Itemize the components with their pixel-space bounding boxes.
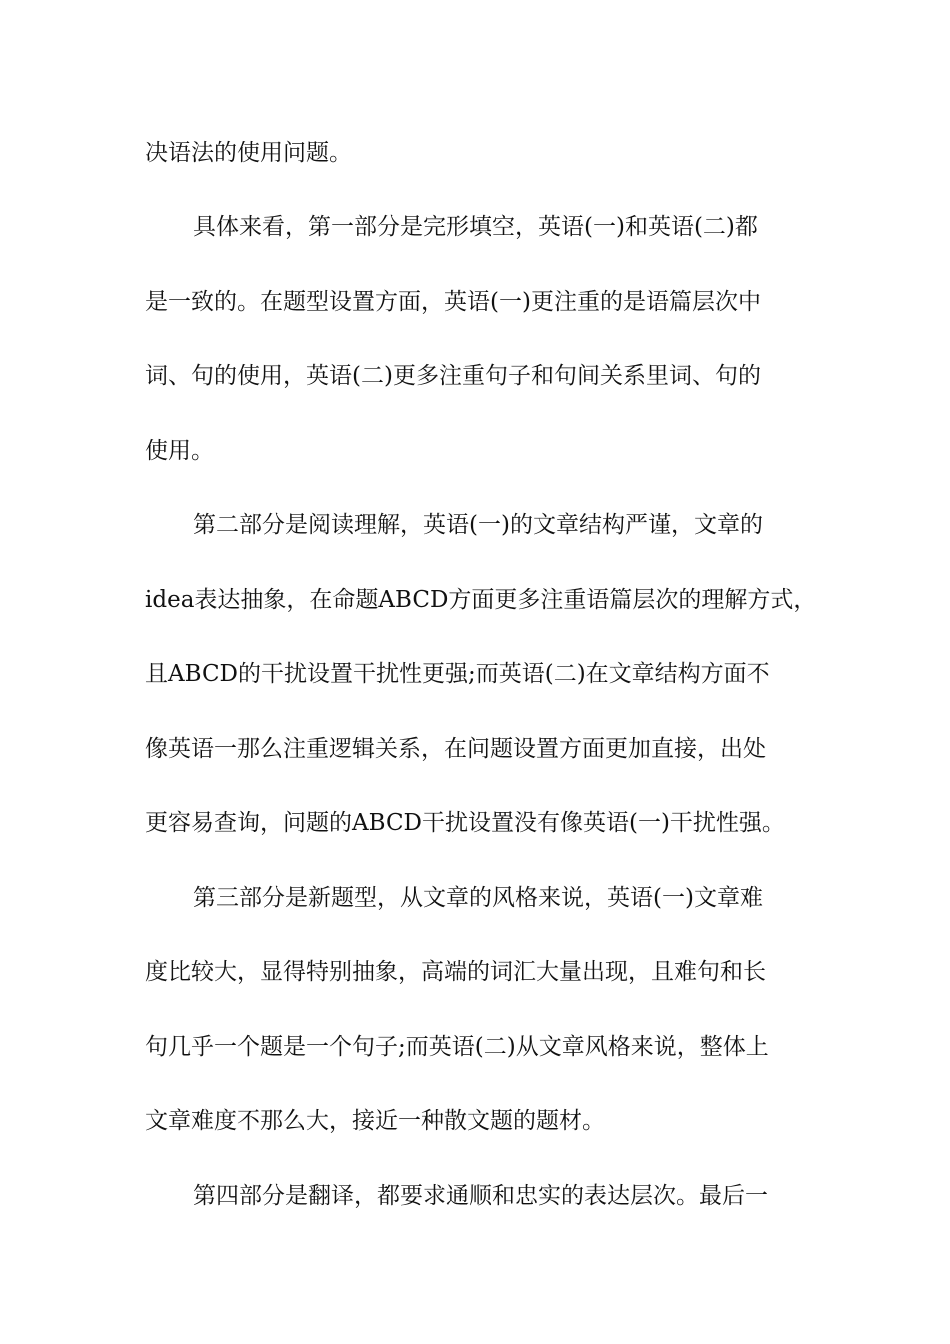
paragraph-first-line: 具体来看，第一部分是完形填空，英语(一)和英语(二)都	[193, 214, 758, 240]
text-line: idea表达抽象，在命题ABCD方面更多注重语篇层次的理解方式，	[145, 587, 817, 613]
text-line: 是一致的。在题型设置方面，英语(一)更注重的是语篇层次中	[145, 289, 761, 315]
text-line: 更容易查询，问题的ABCD干扰设置没有像英语(一)干扰性强。	[145, 810, 785, 836]
text-line: 词、句的使用，英语(二)更多注重句子和句间关系里词、句的	[145, 363, 761, 389]
text-line: 决语法的使用问题。	[145, 140, 352, 166]
text-line: 且ABCD的干扰设置干扰性更强;而英语(二)在文章结构方面不	[145, 661, 770, 687]
paragraph-first-line: 第四部分是翻译，都要求通顺和忠实的表达层次。最后一	[193, 1183, 768, 1209]
paragraph-first-line: 第三部分是新题型，从文章的风格来说，英语(一)文章难	[193, 885, 763, 911]
text-line: 度比较大，显得特别抽象，高端的词汇大量出现，且难句和长	[145, 959, 766, 985]
paragraph-first-line: 第二部分是阅读理解，英语(一)的文章结构严谨，文章的	[193, 512, 763, 538]
text-line: 句几乎一个题是一个句子;而英语(二)从文章风格来说，整体上	[145, 1034, 769, 1060]
text-line: 使用。	[145, 438, 214, 464]
text-line: 文章难度不那么大，接近一种散文题的题材。	[145, 1108, 605, 1134]
text-line: 像英语一那么注重逻辑关系，在问题设置方面更加直接，出处	[145, 736, 766, 762]
